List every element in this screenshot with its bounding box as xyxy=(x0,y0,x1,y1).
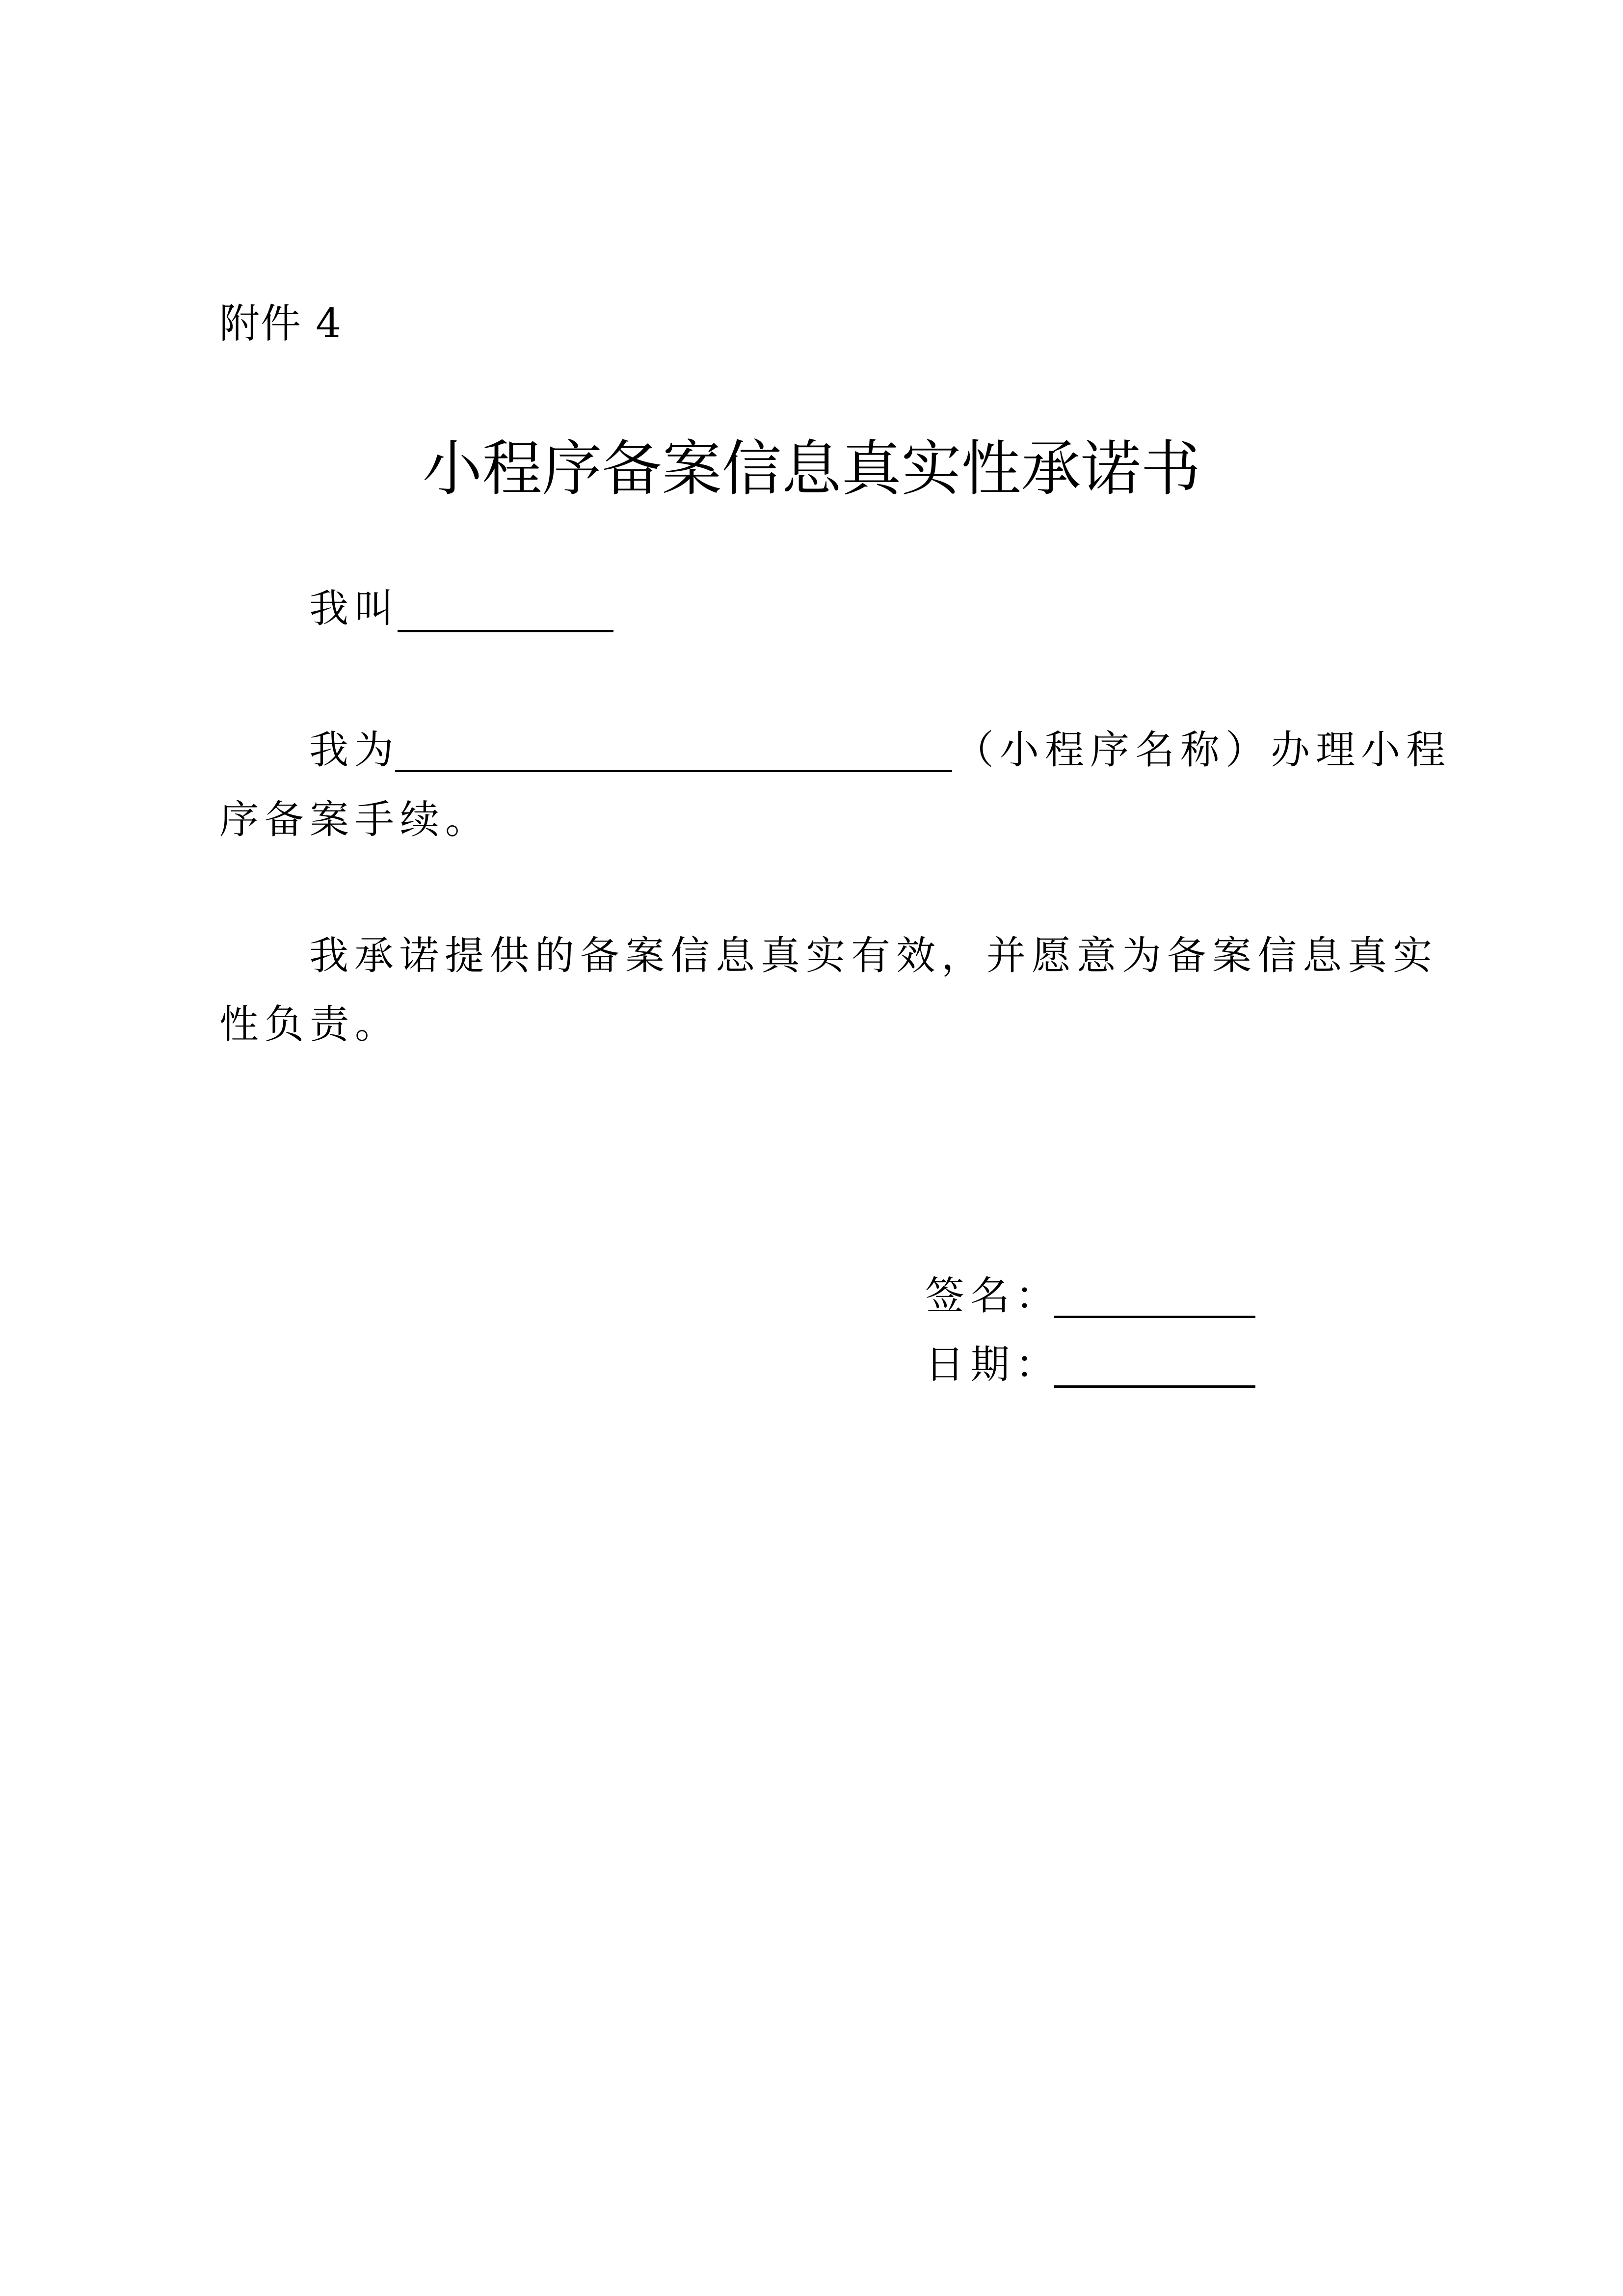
commitment-line-2: 性负责。 xyxy=(219,1001,400,1047)
program-line-2: 序备案手续。 xyxy=(219,797,490,842)
attachment-label: 附件 4 xyxy=(219,300,343,347)
signature-label: 签名： xyxy=(925,1273,1061,1319)
document-title: 小程序备案信息真实性承诺书 xyxy=(422,434,1201,504)
signature-blank-field[interactable] xyxy=(1054,1316,1255,1318)
program-name-blank-field[interactable] xyxy=(395,770,952,772)
date-blank-field[interactable] xyxy=(1054,1385,1255,1388)
program-prefix: 我为 xyxy=(309,727,399,773)
name-blank-field[interactable] xyxy=(398,630,613,632)
date-label: 日期： xyxy=(925,1342,1061,1387)
commitment-line-1: 我承诺提供的备案信息真实有效，并愿意为备案信息真实 xyxy=(309,933,1438,978)
program-suffix: （小程序名称）办理小程 xyxy=(955,727,1451,773)
name-prefix: 我叫 xyxy=(309,586,399,631)
